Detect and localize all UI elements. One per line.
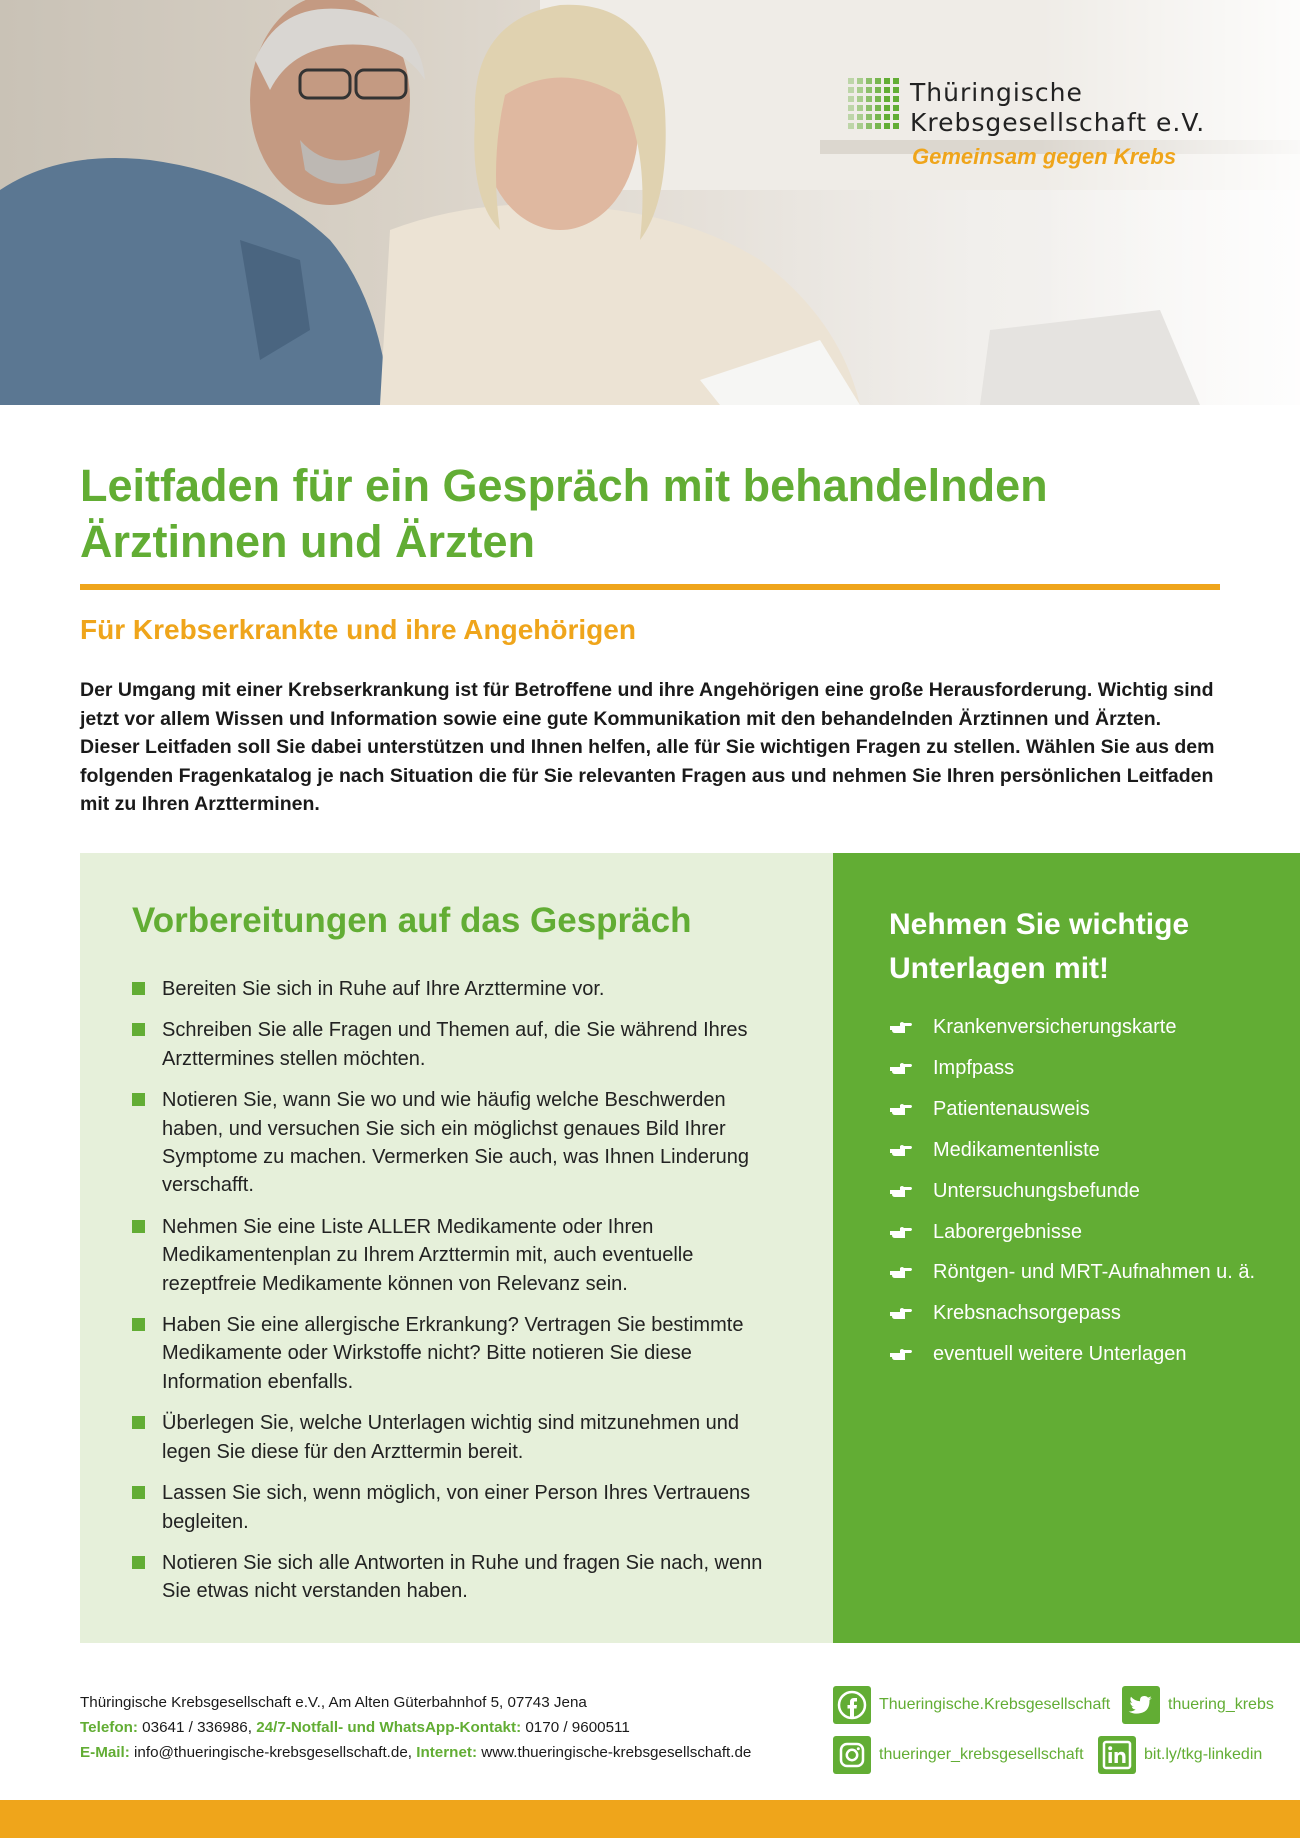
square-bullet-icon bbox=[132, 1220, 145, 1233]
hero-illustration bbox=[0, 0, 1300, 405]
list-item-text: Untersuchungsbefunde bbox=[933, 1179, 1140, 1202]
logo-dots-icon bbox=[848, 78, 900, 130]
logo bbox=[848, 78, 1248, 178]
list-item bbox=[889, 1340, 1289, 1368]
list-item bbox=[132, 1479, 772, 1536]
facebook-icon bbox=[833, 1686, 871, 1724]
pointing-hand-icon bbox=[889, 1021, 913, 1035]
list-item-text: Krebsnachsorgepass bbox=[933, 1302, 1121, 1325]
page-subtitle: Für Krebserkrankte und ihre Angehörigen bbox=[80, 614, 636, 645]
web-label: Internet: bbox=[416, 1744, 477, 1761]
email-label: E-Mail: bbox=[80, 1744, 130, 1761]
intro-paragraph: Der Umgang mit einer Krebserkrankung ist für Betroffene und ihre Angehörigen eine große Herausforderung. Wichtig sind jetzt vor allem Wissen und Information sowie eine gute Kommunikation mit den behandelnden Ärztinnen und Ärzten. Dieser Leitfaden soll Sie dabei unterstützen und Ihnen helfen, alle für Sie wichtigen Fragen zu stellen. Wählen Sie aus dem folgenden Fragenkatalog je nach Situation die für Sie relevanten Fragen aus und nehmen Sie Ihren persönlichen Leitfaden mit zu Ihren Arztterminen. bbox=[80, 679, 1215, 816]
square-bullet-icon bbox=[132, 1416, 145, 1429]
square-bullet-icon bbox=[132, 1093, 145, 1106]
list-item bbox=[889, 1218, 1289, 1246]
email-link[interactable]: info@thueringische-krebsgesellschaft.de, bbox=[134, 1744, 413, 1761]
emergency-label: 24/7-Notfall- und WhatsApp-Kontakt: bbox=[256, 1719, 522, 1736]
square-bullet-icon bbox=[132, 1486, 145, 1499]
twitter-link[interactable] bbox=[1122, 1686, 1274, 1724]
twitter-icon bbox=[1122, 1686, 1160, 1724]
square-bullet-icon bbox=[132, 1318, 145, 1331]
bottom-color-bar bbox=[0, 1800, 1300, 1838]
pointing-hand-icon bbox=[889, 1062, 913, 1076]
list-item bbox=[132, 1086, 772, 1200]
list-item bbox=[889, 1258, 1289, 1286]
list-item bbox=[889, 1177, 1289, 1205]
list-item-text: Medikamentenliste bbox=[933, 1138, 1100, 1161]
facebook-handle: Thueringische.Krebsgesellschaft bbox=[879, 1696, 1111, 1713]
pointing-hand-icon bbox=[889, 1307, 913, 1321]
documents-title: Nehmen Sie wichtige Unterlagen mit! bbox=[889, 908, 1190, 985]
pointing-hand-icon bbox=[889, 1266, 913, 1280]
web-link[interactable]: www.thueringische-krebsgesellschaft.de bbox=[481, 1744, 752, 1761]
list-item-text: Überlegen Sie, welche Unterlagen wichtig sind mitzunehmen und legen Sie diese für den Arzttermin bereit. bbox=[162, 1412, 739, 1463]
facebook-link[interactable] bbox=[833, 1686, 1110, 1724]
square-bullet-icon bbox=[132, 982, 145, 995]
square-bullet-icon bbox=[132, 1023, 145, 1036]
pointing-hand-icon bbox=[889, 1185, 913, 1199]
title-divider bbox=[80, 584, 1220, 590]
instagram-icon bbox=[833, 1736, 871, 1774]
logo-tagline: Gemeinsam gegen Krebs bbox=[912, 144, 1177, 169]
list-item bbox=[132, 1213, 772, 1298]
list-item-text: Schreiben Sie alle Fragen und Themen auf, die Sie während Ihres Arzttermines stellen möchten. bbox=[162, 1019, 748, 1070]
logo-line-2: Krebsgesellschaft e.V. bbox=[910, 108, 1206, 137]
twitter-handle: thuering_krebs bbox=[1168, 1696, 1274, 1713]
list-item bbox=[889, 1013, 1289, 1041]
list-item-text: Lassen Sie sich, wenn möglich, von einer Person Ihres Vertrauens begleiten. bbox=[162, 1482, 751, 1533]
documents-section bbox=[833, 853, 1300, 1643]
list-item-text: Impfpass bbox=[933, 1056, 1015, 1079]
list-item bbox=[889, 1299, 1289, 1327]
phone-line bbox=[80, 1715, 751, 1740]
list-item-text: Notieren Sie, wann Sie wo und wie häufig welche Beschwerden haben, und versuchen Sie sich ein möglichst genaues Bild Ihrer Symptome zu machen. Vermerken Sie auch, was Ihnen Linderung verschafft. bbox=[162, 1089, 749, 1197]
list-item bbox=[132, 1311, 772, 1396]
list-item-text: Röntgen- und MRT-Aufnahmen u. ä. bbox=[933, 1261, 1256, 1284]
page-title: Leitfaden für ein Gespräch mit behandelnden Ärztinnen und Ärzten bbox=[80, 460, 1048, 567]
list-item bbox=[889, 1136, 1289, 1164]
list-item bbox=[889, 1054, 1289, 1082]
contact-info bbox=[80, 1690, 751, 1765]
preparation-list bbox=[132, 975, 772, 1619]
phone-label: Telefon: bbox=[80, 1719, 138, 1736]
list-item-text: Patientenausweis bbox=[933, 1097, 1090, 1120]
list-item-text: Laborergebnisse bbox=[933, 1220, 1082, 1243]
pointing-hand-icon bbox=[889, 1348, 913, 1362]
linkedin-link[interactable] bbox=[1098, 1736, 1262, 1774]
list-item bbox=[132, 975, 772, 1003]
linkedin-handle: bit.ly/tkg-linkedin bbox=[1144, 1746, 1263, 1763]
pointing-hand-icon bbox=[889, 1144, 913, 1158]
linkedin-icon bbox=[1098, 1736, 1136, 1774]
documents-list bbox=[889, 1013, 1289, 1381]
phone-number[interactable]: 03641 / 336986, bbox=[142, 1719, 252, 1736]
list-item-text: Krankenversicherungskarte bbox=[933, 1016, 1177, 1038]
list-item-text: Bereiten Sie sich in Ruhe auf Ihre Arzttermine vor. bbox=[162, 978, 605, 1000]
preparation-section bbox=[80, 853, 833, 1643]
list-item bbox=[132, 1409, 772, 1466]
list-item bbox=[132, 1549, 772, 1606]
email-line bbox=[80, 1740, 751, 1765]
emergency-number[interactable]: 0170 / 9600511 bbox=[525, 1719, 630, 1736]
list-item bbox=[132, 1016, 772, 1073]
logo-line-1: Thüringische bbox=[910, 78, 1083, 107]
list-item bbox=[889, 1095, 1289, 1123]
preparation-title: Vorbereitungen auf das Gespräch bbox=[132, 901, 692, 940]
pointing-hand-icon bbox=[889, 1103, 913, 1117]
list-item-text: Nehmen Sie eine Liste ALLER Medikamente oder Ihren Medikamentenplan zu Ihrem Arzttermin mit, auch eventuelle rezeptfreie Medikamente können von Relevanz sein. bbox=[162, 1215, 694, 1295]
list-item-text: Haben Sie eine allergische Erkrankung? Vertragen Sie bestimmte Medikamente oder Wirkstoffe nicht? Bitte notieren Sie diese Information ebenfalls. bbox=[162, 1314, 744, 1393]
pointing-hand-icon bbox=[889, 1226, 913, 1240]
list-item-text: eventuell weitere Unterlagen bbox=[933, 1343, 1187, 1366]
instagram-handle: thueringer_krebsgesellschaft bbox=[879, 1746, 1084, 1763]
list-item-text: Notieren Sie sich alle Antworten in Ruhe und fragen Sie nach, wenn Sie etwas nicht verstanden haben. bbox=[162, 1551, 763, 1603]
hero-photo bbox=[0, 0, 1300, 405]
address: Thüringische Krebsgesellschaft e.V., Am Alten Güterbahnhof 5, 07743 Jena bbox=[80, 1694, 587, 1711]
square-bullet-icon bbox=[132, 1556, 145, 1569]
instagram-link[interactable] bbox=[833, 1736, 1084, 1774]
